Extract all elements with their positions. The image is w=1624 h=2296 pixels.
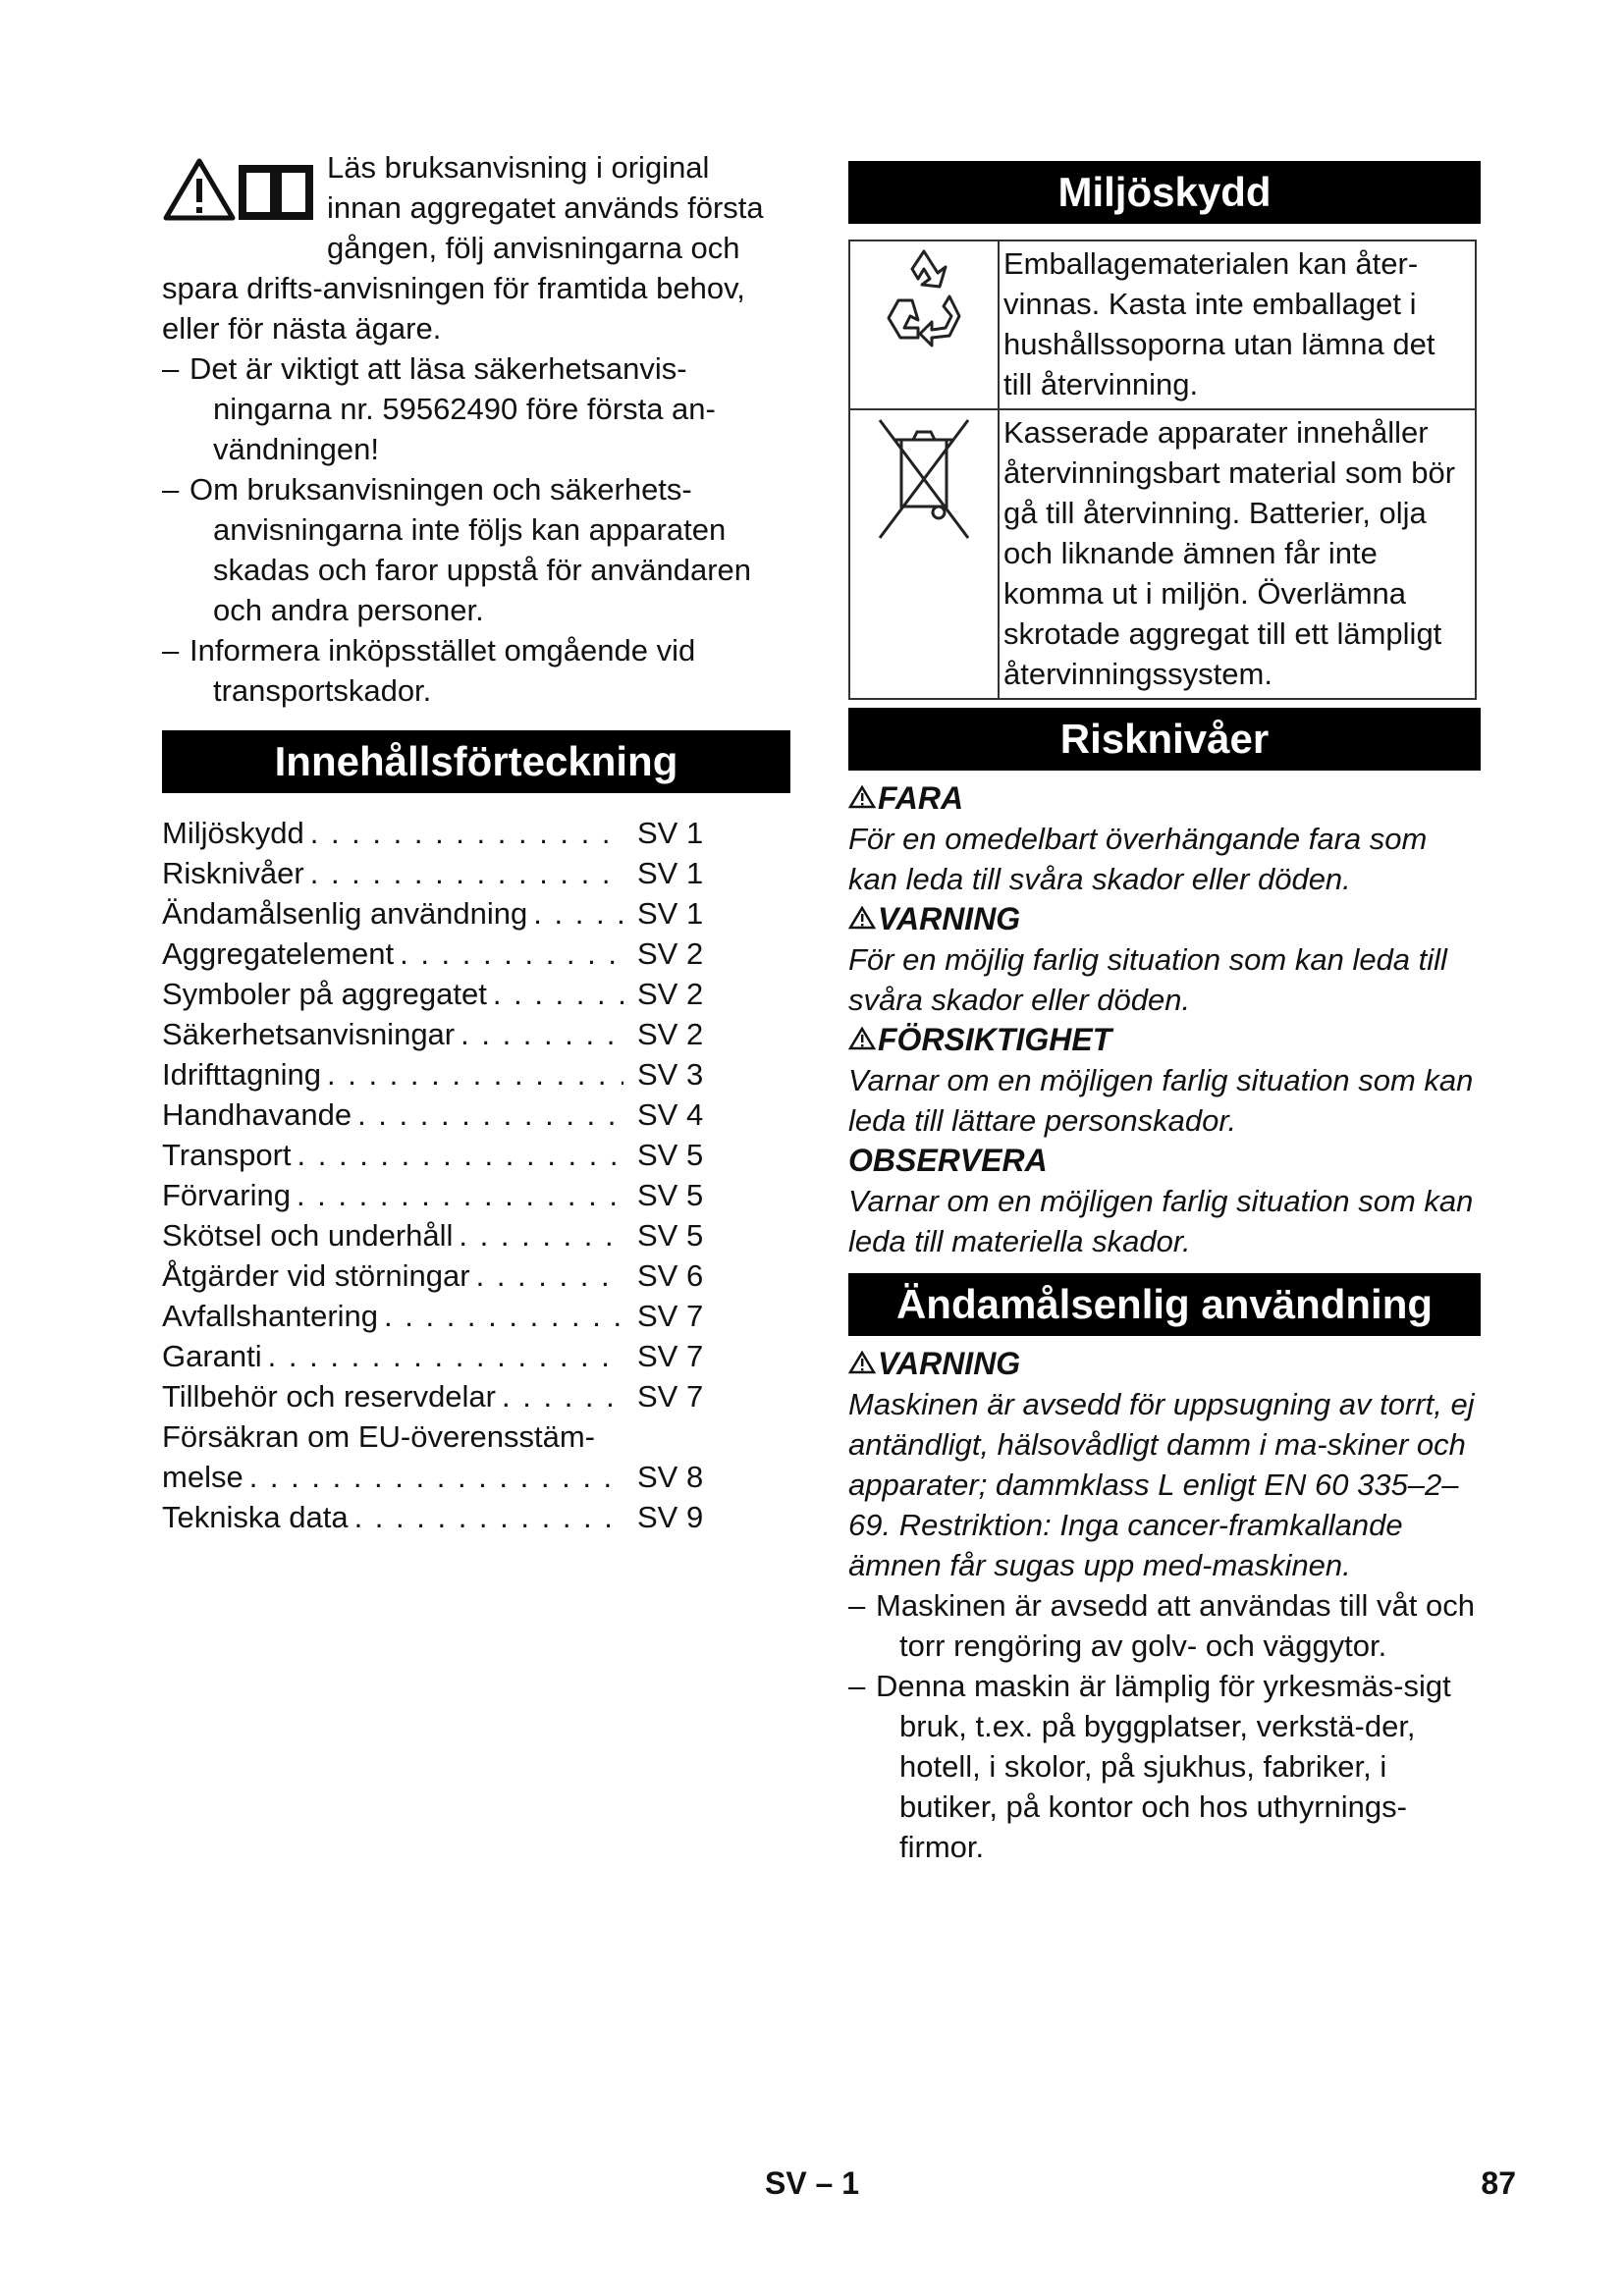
eco-icon-cell bbox=[849, 240, 999, 409]
risk-label-fara: FARA bbox=[848, 778, 1481, 819]
toc-row[interactable]: Risknivåer . . . SV 1 bbox=[162, 853, 712, 893]
toc-row[interactable]: Skötsel och underhåll . . . SV 5 bbox=[162, 1215, 712, 1255]
eco-table bbox=[848, 240, 1477, 700]
eco-icon-cell bbox=[849, 409, 999, 699]
toc-row[interactable]: Miljöskydd . . . SV 1 bbox=[162, 813, 712, 853]
eco-packaging-text: Emballagematerialen kan åter-vinnas. Kasta inte emballaget i hushållssoporna utan lämna det till återvinning. bbox=[999, 240, 1476, 409]
use-header: Ändamålsenlig användning bbox=[848, 1273, 1481, 1336]
intro-bullets bbox=[162, 348, 790, 711]
toc-row[interactable]: Symboler på aggregatet . . . SV 2 bbox=[162, 974, 712, 1014]
warning-icon bbox=[848, 785, 876, 809]
toc-row[interactable]: Tillbehör och reservdelar . . . SV 7 bbox=[162, 1376, 712, 1416]
risk-label-forsiktighet: FÖRSIKTIGHET bbox=[848, 1020, 1481, 1060]
eco-header: Miljöskydd bbox=[848, 161, 1481, 224]
left-column bbox=[162, 147, 790, 1537]
toc-row[interactable]: Garanti . . . SV 7 bbox=[162, 1336, 712, 1376]
warning-icon bbox=[848, 906, 876, 930]
crossed-bin-icon bbox=[870, 410, 978, 548]
eco-devices-text: Kasserade apparater innehåller återvinningsbart material som bör gå till återvinning. Batterier, olja och liknande ämnen får inte komma ut i miljön. Överlämna skrotade aggregat till ett lämpligt återvinningssystem. bbox=[999, 409, 1476, 699]
list-item: – Informera inköpsstället omgående vid transportskador. bbox=[162, 633, 696, 708]
toc-row[interactable]: Förvaring . . . SV 5 bbox=[162, 1175, 712, 1215]
intended-use bbox=[848, 1344, 1481, 1867]
page-number: 87 bbox=[1481, 2165, 1516, 2201]
toc-row[interactable]: Handhavande . . . SV 4 bbox=[162, 1095, 712, 1135]
list-item: – Det är viktigt att läsa säkerhetsanvis-ningarna nr. 59562490 före första an-vändningen! bbox=[162, 351, 716, 466]
list-item: – Om bruksanvisningen och säkerhets-anvisningarna inte följs kan apparaten skadas och faror uppstå för användaren och andra personer. bbox=[162, 472, 752, 627]
intro-icons bbox=[162, 153, 319, 230]
use-warning-text: Maskinen är avsedd för uppsugning av torrt, ej antändligt, hälsovådligt damm i ma-skiner och apparater; dammklass L enligt EN 60 335–2–69. Restriktion: Inga cancer-framkallande ämnen får sugas upp med-maskinen. bbox=[848, 1387, 1475, 1582]
toc-row[interactable]: Ändamålsenlig användning . . . SV 1 bbox=[162, 893, 712, 934]
list-item: – Maskinen är avsedd att användas till våt och torr rengöring av golv- och väggytor. bbox=[848, 1588, 1476, 1663]
warning-manual-icon bbox=[162, 153, 319, 226]
recycle-icon bbox=[875, 241, 973, 389]
risk-label-varning: VARNING bbox=[848, 899, 1481, 939]
intro-lead: Läs bruksanvisning i original innan aggregatet används första gången, följ anvisningarna och spara drifts-anvisningen för framtida behov, eller för nästa ägare. bbox=[162, 150, 764, 346]
right-column bbox=[848, 147, 1481, 1867]
toc-row[interactable]: Aggregatelement . . . SV 2 bbox=[162, 934, 712, 974]
use-bullets bbox=[848, 1585, 1481, 1867]
risk-levels bbox=[848, 778, 1481, 1261]
toc-row-multiline-first[interactable]: Försäkran om EU-överensstäm- bbox=[162, 1419, 596, 1454]
list-item: – Denna maskin är lämplig för yrkesmäs-sigt bruk, t.ex. på byggplatser, verkstä-der, hotell, i skolor, på sjukhus, fabriker, i butiker, på kontor och hos uthyrnings-firmor. bbox=[848, 1669, 1451, 1864]
toc-header: Innehållsförteckning bbox=[162, 730, 790, 793]
risk-text-forsiktighet: Varnar om en möjligen farlig situation som kan leda till lättare personskador. bbox=[848, 1063, 1474, 1138]
risk-text-fara: För en omedelbart överhängande fara som kan leda till svåra skador eller döden. bbox=[848, 822, 1428, 896]
warning-icon bbox=[848, 1351, 876, 1374]
use-warning-label: VARNING bbox=[848, 1344, 1481, 1384]
toc-row[interactable]: Idrifttagning . . . SV 3 bbox=[162, 1054, 712, 1095]
warning-icon bbox=[848, 1027, 876, 1050]
toc-row[interactable]: Transport . . . SV 5 bbox=[162, 1135, 712, 1175]
risk-text-observera: Varnar om en möjligen farlig situation som kan leda till materiella skador. bbox=[848, 1184, 1474, 1258]
risk-text-varning: För en möjlig farlig situation som kan leda till svåra skador eller döden. bbox=[848, 942, 1447, 1017]
toc-row[interactable]: melse . . . SV 8 bbox=[162, 1457, 712, 1497]
risk-header: Risknivåer bbox=[848, 708, 1481, 771]
toc-row[interactable]: Avfallshantering . . . SV 7 bbox=[162, 1296, 712, 1336]
toc-row[interactable]: Åtgärder vid störningar . . . SV 6 bbox=[162, 1255, 712, 1296]
toc-row[interactable]: Tekniska data . . . SV 9 bbox=[162, 1497, 712, 1537]
intro bbox=[162, 147, 790, 711]
footer-section-label: SV – 1 bbox=[764, 2165, 860, 2201]
risk-label-observera: OBSERVERA bbox=[848, 1143, 1048, 1178]
table-of-contents bbox=[162, 813, 712, 1537]
toc-row[interactable]: Säkerhetsanvisningar . . . SV 2 bbox=[162, 1014, 712, 1054]
